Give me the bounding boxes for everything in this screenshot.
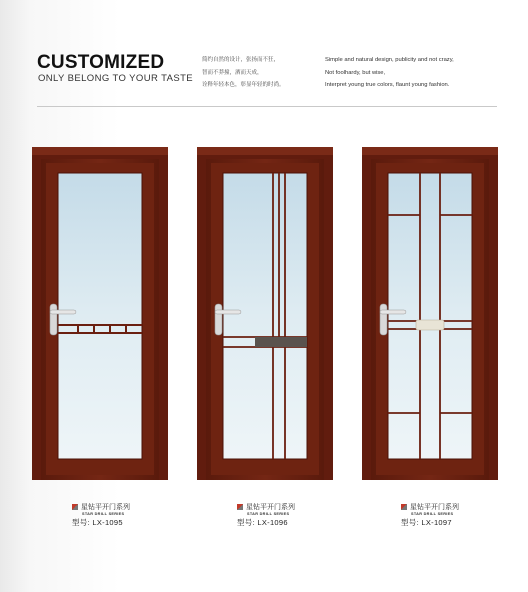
series-label — [401, 502, 511, 512]
caption-door-3 — [401, 502, 511, 528]
brand-mark-icon — [237, 504, 243, 510]
series-en: STAR DRILL SERIES — [247, 512, 290, 516]
door-lx-1096 — [197, 147, 333, 480]
model-number: 型号: LX-1097 — [401, 518, 452, 527]
series-label — [72, 502, 182, 512]
en-line: Not foolhardy, but wise, — [325, 69, 386, 76]
english-description — [325, 54, 454, 92]
series-en: STAR DRILL SERIES — [82, 512, 125, 516]
series-cn: 星钻平开门系列 — [81, 504, 130, 511]
en-line: Simple and natural design, publicity and not crazy, — [325, 57, 454, 63]
caption-door-2 — [237, 502, 347, 528]
door-handle-icon — [380, 304, 387, 335]
model-number: 型号: LX-1096 — [237, 518, 288, 527]
door-handle-icon — [50, 304, 57, 335]
page-subtitle: ONLY BELONG TO YOUR TASTE — [38, 73, 194, 84]
en-line: Interpret young true colors, flaunt young fashion. — [325, 82, 450, 88]
caption-door-1 — [72, 502, 182, 528]
page-title: CUSTOMIZED — [37, 52, 165, 73]
cn-line: 智而不莽撞，洒而天成， — [202, 69, 263, 76]
door-handle-icon — [215, 304, 222, 335]
cn-line: 简约自然的设计，张扬而不狂， — [202, 57, 280, 63]
chinese-description — [202, 54, 285, 92]
series-cn: 星钻平开门系列 — [410, 504, 459, 511]
model-number: 型号: LX-1095 — [72, 518, 123, 527]
header-divider — [37, 106, 497, 107]
series-label — [237, 502, 347, 512]
door-lx-1095 — [32, 147, 168, 480]
door-lx-1097 — [362, 147, 498, 480]
brand-mark-icon — [72, 504, 78, 510]
brand-mark-icon — [401, 504, 407, 510]
series-en: STAR DRILL SERIES — [411, 512, 454, 516]
cn-line: 诠释年轻本色，彰显年轻的时尚。 — [202, 82, 285, 88]
series-cn: 星钻平开门系列 — [246, 504, 295, 511]
